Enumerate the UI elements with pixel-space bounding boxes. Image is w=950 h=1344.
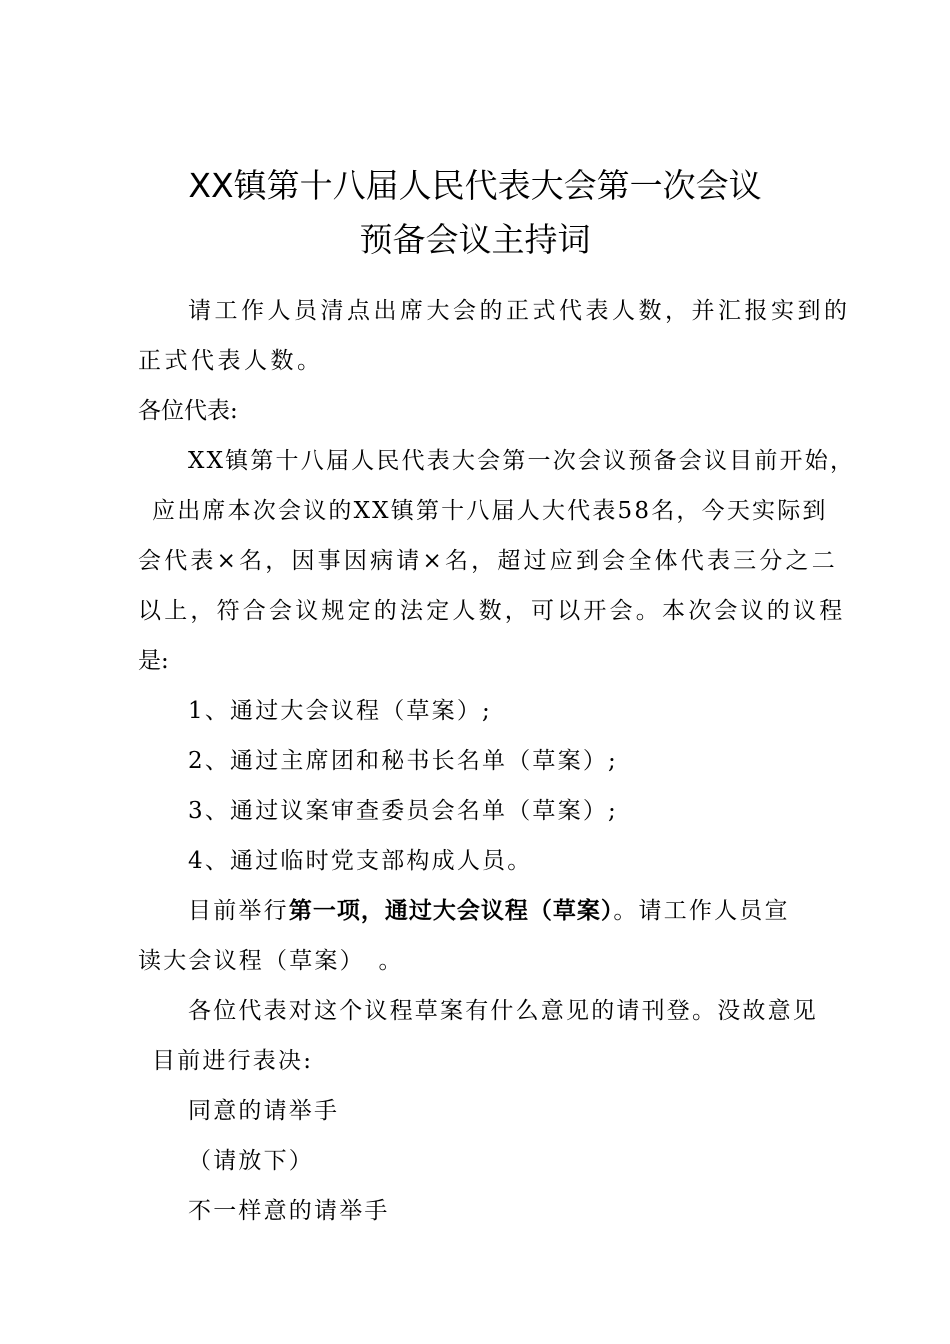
- paragraph-line: 以上，符合会议规定的法定人数，可以开会。本次会议的议程: [138, 598, 846, 624]
- agenda-item: 3、通过议案审查委员会名单（草案）;: [188, 798, 618, 824]
- document-title-line-1: XX镇第十八届人民代表大会第一次会议: [188, 166, 762, 205]
- paragraph-line: 各位代表对这个议程草案有什么意见的请刊登。没故意见: [188, 998, 818, 1024]
- paragraph-line: 应出席本次会议的XX镇第十八届人大代表58名，今天实际到: [152, 498, 828, 524]
- paragraph-line: 读大会议程（草案） 。: [138, 948, 404, 974]
- agenda-item: 2、通过主席团和秘书长名单（草案）;: [188, 748, 618, 774]
- paragraph-line: 同意的请举手: [188, 1098, 340, 1124]
- paragraph-line: 请工作人员清点出席大会的正式代表人数，并汇报实到的: [188, 298, 851, 324]
- paragraph-text: 。请工作人员宣: [613, 898, 790, 924]
- document-body: [138, 286, 856, 1236]
- paragraph-line: 正式代表人数。: [138, 348, 324, 374]
- paragraph-line: （请放下）: [188, 1148, 314, 1174]
- paragraph-line: XX镇第十八届人民代表大会第一次会议预备会议目前开始，: [188, 448, 856, 474]
- salutation: 各位代表:: [138, 398, 238, 424]
- paragraph-line: 目前进行表决:: [152, 1048, 314, 1074]
- emphasized-text: 第一项，通过大会议程（草案）: [288, 898, 614, 924]
- paragraph-line: [138, 886, 838, 936]
- paragraph-text: 目前举行: [188, 898, 289, 924]
- agenda-item: 4、通过临时党支部构成人员。: [188, 848, 533, 874]
- agenda-item: 1、通过大会议程（草案）;: [188, 698, 492, 724]
- paragraph-line: 是:: [138, 648, 169, 674]
- paragraph-line: 会代表×名，因事因病请×名，超过应到会全体代表三分之二: [138, 548, 838, 574]
- paragraph-line: 不一样意的请举手: [188, 1198, 390, 1224]
- document-title-line-2: 预备会议主持词: [359, 220, 591, 259]
